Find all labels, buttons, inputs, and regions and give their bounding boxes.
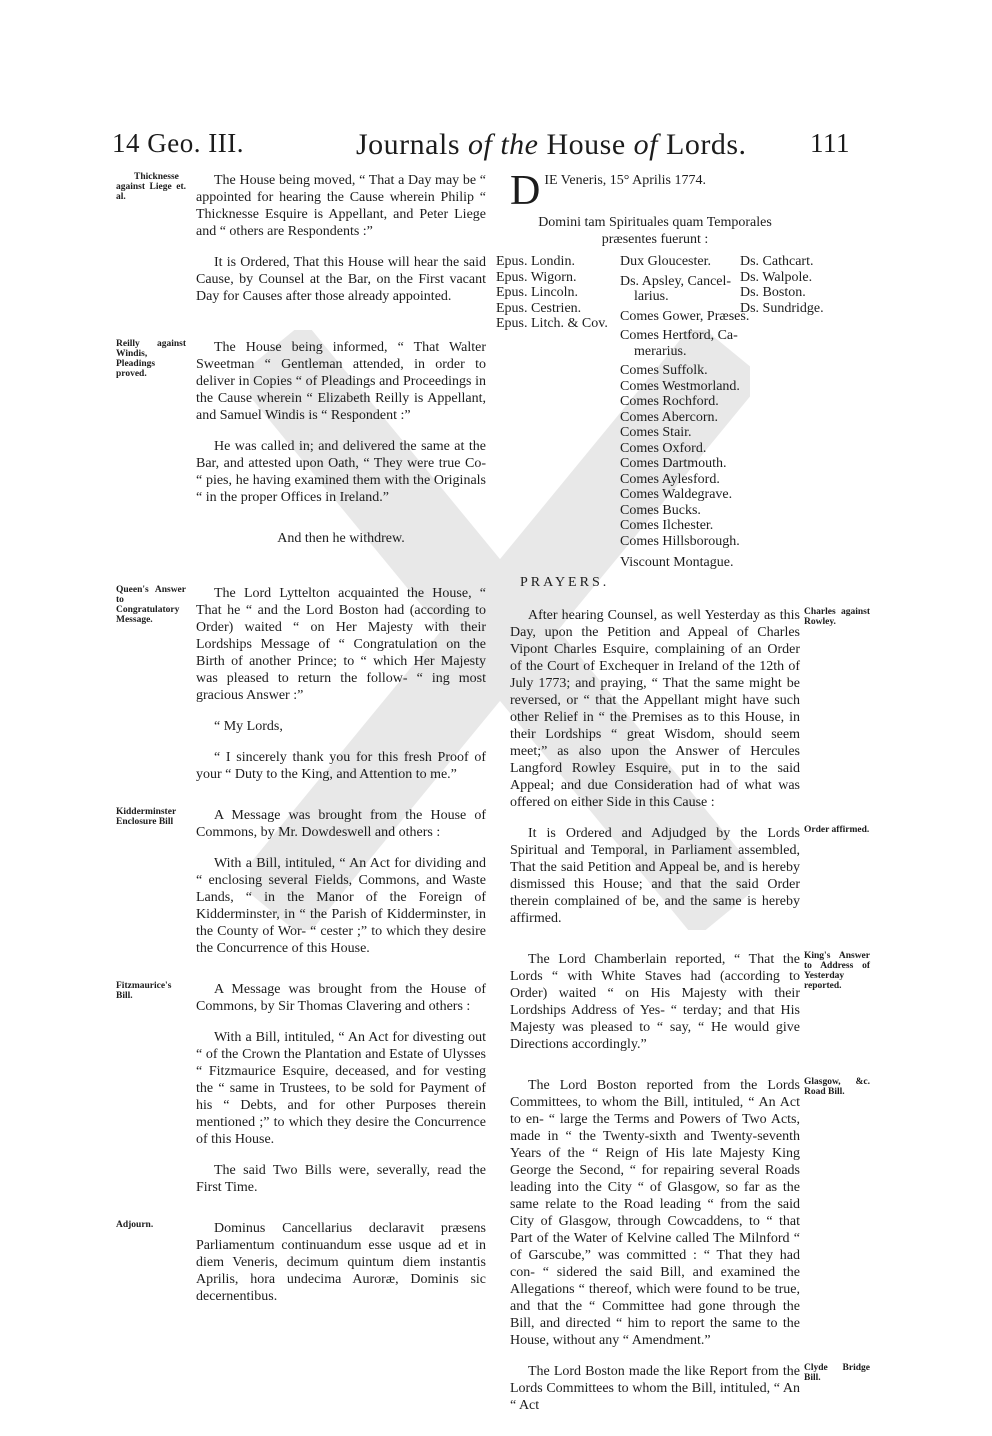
entry-thicknesse: Thicknesse against Liege et. al. The House being moved, “ That a Day may be “ appointed for hearing the Cause wherein Philip “ Thicknesse Esquire is Appellant, and Peter Liege and “ others are Respondents :” It is Ordered, That this House will hear the said Cause, by Counsel at the Bar, on the First vacant Day for Causes after those already appointed. xyxy=(116,172,486,304)
entry-fitzmaurice: Fitzmaurice's Bill. A Message was brought from the House of Commons, by Sir Thomas Clavering and others : With a Bill, intituled, “ An Act for divesting out “ of the Crown the Plantation and Estate of Ulysses “ Fitzmaurice Esquire, deceased, and for vesting the “ same in Trustees, to be sold for Payment of his “ Debts, and for other Purposes therein mentioned ;” to which they desire the Concurrence of this House. The said Two Bills were, severally, read the First Time. xyxy=(116,981,486,1195)
left-column xyxy=(116,172,486,1305)
withdrew-line: And then he withdrew. xyxy=(277,531,405,546)
entry-order-affirmed: Order affirmed. It is Ordered and Adjudged by the Lords Spiritual and Temporal, in Parliament assembled, That the said Petition and Appeal be, and is hereby dismissed this House; and that the said Order therein complained of be, and the same is hereby affirmed. xyxy=(510,825,870,926)
lords-list: Dux Gloucester. Ds. Apsley, Cancel- larius. Comes Gower, Præses. Comes Hertford, Ca- merarius. Comes Suffolk. Comes Westmorland. Comes Rochford. Comes Abercorn. Comes Stair. Comes Oxford. Comes Dartmouth. Comes Aylesford. Comes Waldegrave. Comes Bucks. Comes Ilchester. Comes Hillsborough. Viscount Montague. xyxy=(620,254,750,570)
margin-note: Order affirmed. xyxy=(804,825,870,835)
margin-note: King's Answer to Address of Yesterday reported. xyxy=(804,951,870,991)
drop-cap: D xyxy=(510,168,541,214)
margin-note: Glasgow, &c. Road Bill. xyxy=(804,1077,870,1097)
margin-note: Queen's Answer to Congratulatory Message. xyxy=(116,585,186,625)
journal-title-header: Journals of the House of Lords. xyxy=(356,128,747,161)
entry-queens-answer: Queen's Answer to Congratulatory Message. The Lord Lyttelton acquainted the House, “ That he “ and the Lord Boston had (according to Order) waited “ on Her Majesty with their Lordships Message of “ Congratulation on the Birth of another Prince; to “ which Her Majesty was pleased to return the follow- “ ing most gracious Answer :” “ My Lords, “ I sincerely thank you for this fresh Proof of your “ Duty to the King, and Attention to me.” xyxy=(116,585,486,782)
margin-note: Reilly against Windis, Pleadings proved. xyxy=(116,339,186,379)
entry-adjourn: Adjourn. Dominus Cancellarius declaravit præsens Parliamentum continuandum esse usque ad et in diem Veneris, decimum quintum diem instantis Aprilis, hora undecima Auroræ, Dominis sic decernentibus. xyxy=(116,1220,486,1304)
attendance-roster xyxy=(496,254,824,570)
margin-note: Adjourn. xyxy=(116,1220,154,1230)
entry-kidderminster: Kidderminster Enclosure Bill A Message was brought from the House of Commons, by Mr. Dowdeswell and others : With a Bill, intituled, “ An Act for dividing and “ enclosing several Fields, Commons, and Waste Lands, “ in the Manor of the Foreign of Kidderminster, in “ the Parish of Kidderminster, in the County of Wor- “ cester ;” to which they desire the Concurrence of this House. xyxy=(116,807,486,956)
margin-note: Clyde Bridge Bill. xyxy=(804,1363,870,1383)
margin-note: Charles against Rowley. xyxy=(804,607,870,627)
bishops-list: Epus. Londin. Epus. Wigorn. Epus. Lincoln. Epus. Cestrien. Epus. Litch. & Cov. xyxy=(496,254,608,331)
margin-note: Fitzmaurice's Bill. xyxy=(116,981,172,1001)
prayers-heading: PRAYERS. xyxy=(520,575,610,590)
entry-glasgow-road: Glasgow, &c. Road Bill. The Lord Boston reported from the Lords Committees, to whom the Bill, intituled, “ An Act to en- “ large the Terms and Powers of Two Acts, made in “ the Twenty-sixth and Twenty-seventh Years of the “ Reign of His late Majesty King George the Second, “ for repairing several Roads leading into the City “ of Glasgow, so far as the same relate to the Road leading “ from the said City of Glasgow, through Cowcaddens, to “ that Part of the Water of Kelvine called The Milnford “ of Garscube,” was committed : “ That they had con- “ sidered the said Bill, and examined the Allegations “ thereof, which were found to be true, and that the “ Committee had gone through the Bill, and directed “ him to report the same to the House, without any “ Amendment.” xyxy=(510,1077,870,1348)
entry-charles-rowley: Charles against Rowley. After hearing Counsel, as well Yesterday as this Day, upon the Petition and Appeal of Charles Vipont Charles Esquire, complaining of an Order of the Court of Exchequer in Ireland of the 12th of July 1773; and praying, “ That the same might be reversed, or “ that the Appellant might have such other Relief in “ the Premises as to this House, in their Lordships “ great Wisdom, should seem meet;” as also upon the Answer of Hercules Langford Rowley Esquire, put in to the said Appeal; and due Consideration had of what was offered on either Side in this Cause : xyxy=(510,607,870,810)
page-number: 111 xyxy=(810,128,850,158)
margin-note: Kidderminster Enclosure Bill xyxy=(116,807,177,827)
date-line: D IE Veneris, 15° Aprilis 1774. xyxy=(510,168,707,214)
margin-note: Thicknesse against Liege et. al. xyxy=(116,172,186,202)
regnal-year-header: 14 Geo. III. xyxy=(112,128,244,158)
entry-clyde-bridge: Clyde Bridge Bill. The Lord Boston made the like Report from the Lords Committees to whom the Bill, intituled, “ An “ Act xyxy=(510,1363,870,1413)
entry-reilly: Reilly against Windis, Pleadings proved. The House being informed, “ That Walter Sweetman “ Gentleman attended, in order to deliver in Copies “ of Pleadings and Proceedings in the Cause wherein “ Elizabeth Reilly is Appellant, and Samuel Windis is “ Respondent :” He was called in; and delivered the same at the Bar, and attested upon Oath, “ They were true Co- “ pies, he having examined them with the Originals “ in the proper Offices in Ireland.” xyxy=(116,339,486,505)
entry-kings-answer: King's Answer to Address of Yesterday reported. The Lord Chamberlain reported, “ That the Lords “ with White Staves had (according to Order) waited “ on His Majesty with their Lordships Address of Yes- “ terday; and that His Majesty was pleased to “ say, “ He would give Directions accordingly.” xyxy=(510,951,870,1052)
presence-line: Domini tam Spirituales quam Temporales præsentes fuerunt : xyxy=(538,215,772,247)
right-column xyxy=(496,168,870,1414)
barons-list: Ds. Cathcart. Ds. Walpole. Ds. Boston. Ds. Sundridge. xyxy=(740,254,824,316)
